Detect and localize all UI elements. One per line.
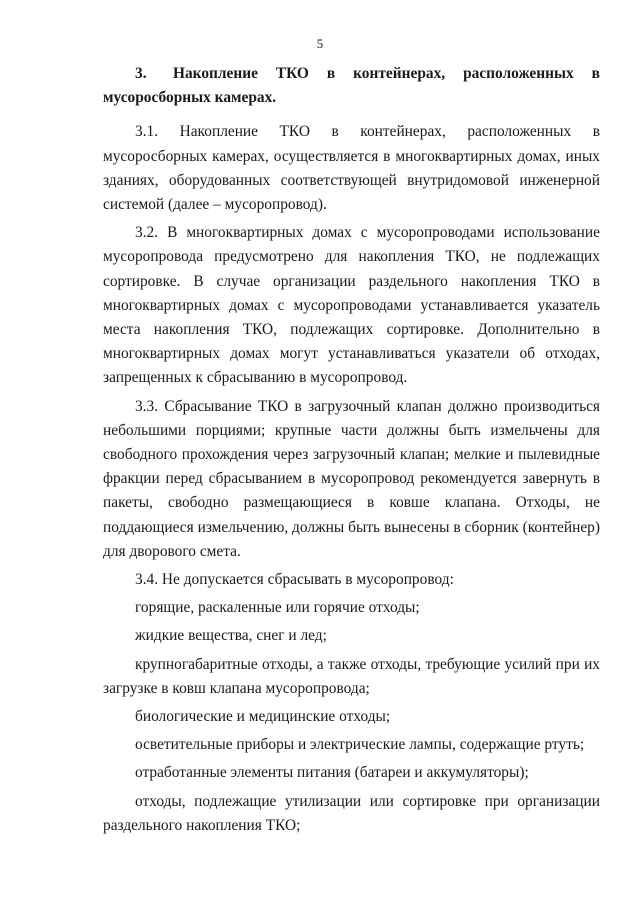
list-item: горящие, раскаленные или горячие отходы; (135, 599, 420, 617)
section-heading (103, 62, 600, 110)
paragraph-3-2: 3.2. В многоквартирных домах с мусоропроводами использование мусоропровода предусмотрено для накопления ТКО, не подлежащих сортировке. В случае организации раздельного накопления ТКО в многоквартирных домах с мусоропроводами устанавливается указатель места накопления ТКО, подлежащих сортировке. Дополнительно в многоквартирных домах могут устанавливаться указатели об отходах, запрещенных к сбрасыванию в мусоропровод. (103, 224, 600, 387)
paragraph-3-1: 3.1. Накопление ТКО в контейнерах, расположенных в мусоросборных камерах, осуществляется в многоквартирных домах, иных зданиях, оборудованных соответствующей внутридомовой инженерной системой (далее – мусоропровод). (103, 123, 600, 214)
section-title: Накопление ТКО в контейнерах, расположенных в мусоросборных камерах. (103, 65, 600, 107)
list-item: жидкие вещества, снег и лед; (135, 627, 327, 645)
document-body (103, 62, 600, 838)
section-number: 3. (135, 65, 147, 82)
page-number: 5 (316, 36, 324, 51)
list-item: отработанные элементы питания (батареи и аккумуляторы); (135, 764, 529, 782)
paragraph-3-4: 3.4. Не допускается сбрасывать в мусоропровод: (135, 571, 454, 589)
paragraph-3-3: 3.3. Сбрасывание ТКО в загрузочный клапан должно производиться небольшими порциями; крупные части должны быть измельчены для свободного прохождения через загрузочный клапан; мелкие и пылевидные фракции перед сбрасыванием в мусоропровод рекомендуется завернуть в пакеты, свободно размещающиеся в ковше клапана. Отходы, не поддающиеся измельчению, должны быть вынесены в сборник (контейнер) для дворового смета. (103, 397, 600, 560)
list-item: отходы, подлежащие утилизации или сортировке при организации раздельного накопления ТКО; (103, 792, 600, 834)
list-item: биологические и медицинские отходы; (135, 708, 391, 726)
list-item: крупногабаритные отходы, а также отходы, требующие усилий при их загрузке в ковш клапана мусоропровода; (103, 655, 600, 697)
list-item: осветительные приборы и электрические лампы, содержащие ртуть; (135, 736, 585, 754)
